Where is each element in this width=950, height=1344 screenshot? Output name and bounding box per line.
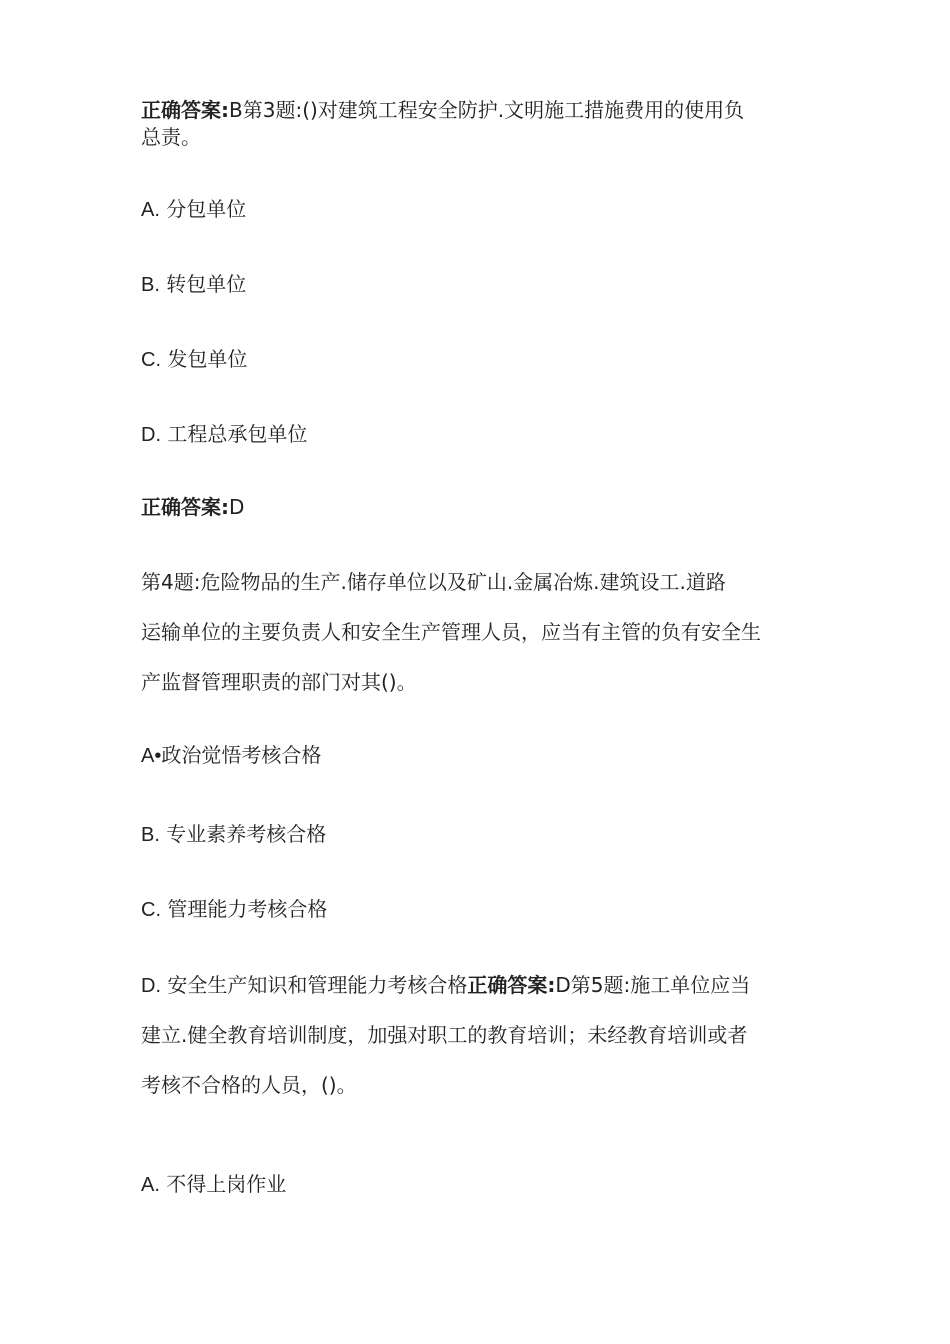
option-letter: B.	[141, 274, 160, 296]
option-letter: A.	[141, 1174, 160, 1196]
question-5-line-3: 考核不合格的人员，()。	[141, 1073, 357, 1097]
option-letter: C.	[141, 349, 161, 371]
option-text: 发包单位	[167, 347, 248, 371]
option-letter: C.	[141, 899, 161, 921]
question-text-continued: 总责。	[141, 125, 201, 149]
option-letter: B.	[141, 824, 160, 846]
answer-label: 正确答案:	[141, 495, 229, 519]
answer-label: 正确答案:	[141, 98, 229, 122]
option-letter: A•	[141, 745, 162, 767]
answer-value: B	[229, 98, 243, 122]
answer-value: D	[229, 495, 245, 519]
option-c	[141, 896, 327, 923]
option-a	[141, 196, 246, 223]
question-4-line-1: 第4题:危险物品的生产.储存单位以及矿山.金属冶炼.建筑设工.道路	[141, 570, 726, 594]
option-text: 管理能力考核合格	[167, 897, 328, 921]
option-letter: D.	[141, 424, 161, 446]
question-5-text: 第5题:施工单位应当	[570, 973, 751, 997]
option-a	[141, 742, 321, 769]
option-letter: D.	[141, 975, 161, 997]
option-a	[141, 1171, 286, 1198]
q3-header-line	[141, 97, 744, 123]
option-c	[141, 346, 247, 373]
answer-label: 正确答案:	[467, 973, 556, 997]
option-d	[141, 421, 307, 448]
question-5-line-2: 建立.健全教育培训制度，加强对职工的教育培训；未经教育培训或者	[141, 1023, 748, 1047]
option-text: 工程总承包单位	[167, 422, 308, 446]
option-text: 政治觉悟考核合格	[161, 743, 322, 767]
option-text: 专业素养考核合格	[166, 822, 327, 846]
option-b	[141, 271, 246, 298]
option-letter: A.	[141, 199, 160, 221]
question-4-line-3: 产监督管理职责的部门对其()。	[141, 670, 417, 694]
correct-answer-line	[141, 494, 244, 520]
option-text: 转包单位	[166, 272, 247, 296]
option-d-with-answer	[141, 972, 750, 999]
option-b	[141, 821, 326, 848]
question-text: 第3题:()对建筑工程安全防护.文明施工措施费用的使用负	[242, 98, 745, 122]
option-text: 分包单位	[166, 197, 247, 221]
option-text: 安全生产知识和管理能力考核合格	[167, 973, 468, 997]
question-4-line-2: 运输单位的主要负责人和安全生产管理人员，应当有主管的负有安全生	[141, 620, 761, 644]
answer-value: D	[555, 973, 571, 997]
option-text: 不得上岗作业	[166, 1172, 287, 1196]
